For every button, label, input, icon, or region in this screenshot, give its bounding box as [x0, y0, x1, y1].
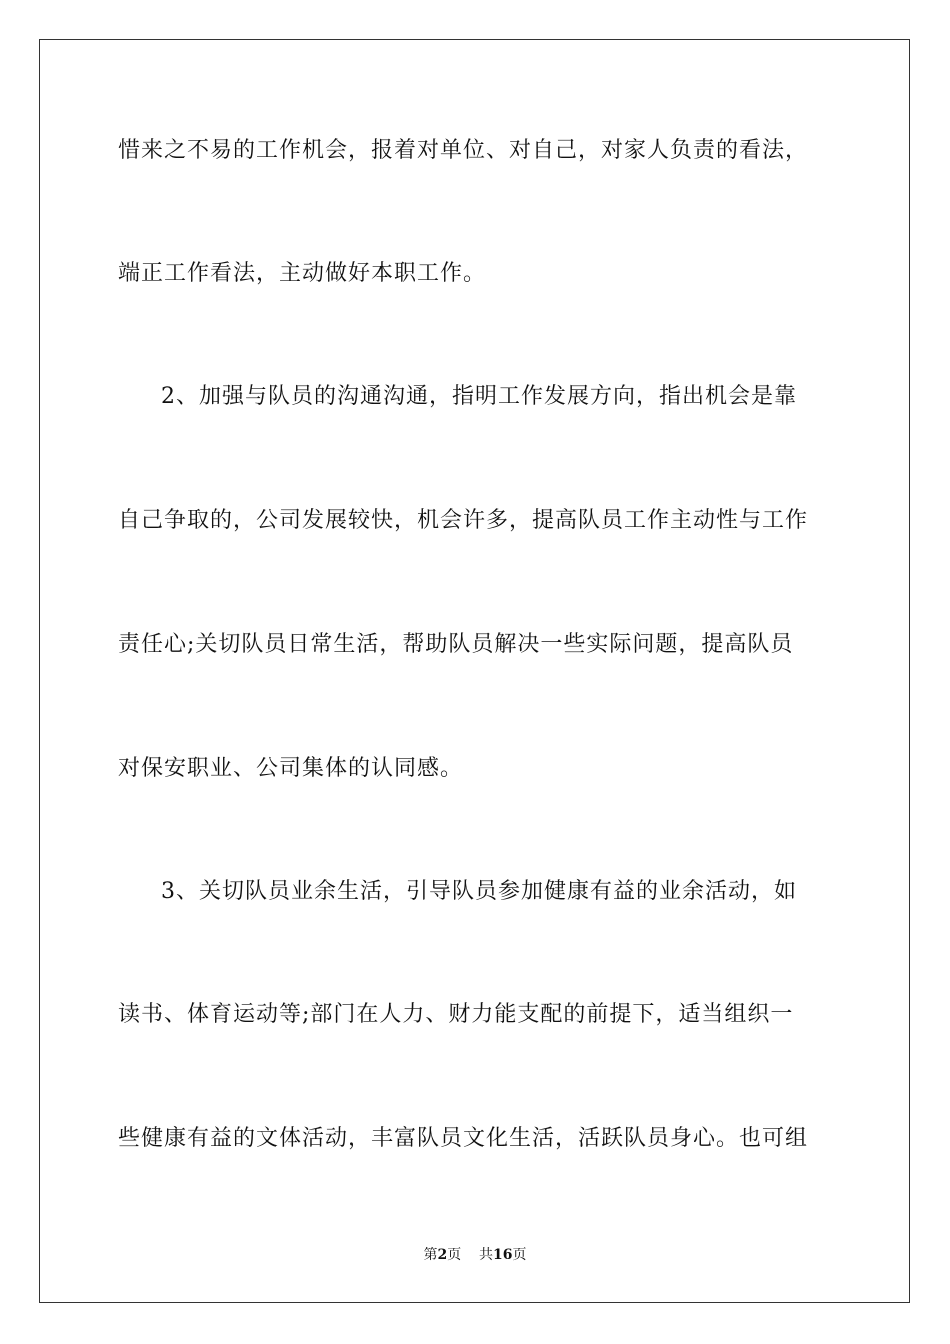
paragraph-line: 些健康有益的文体活动，丰富队员文化生活，活跃队员身心。也可组	[118, 1126, 809, 1151]
page-prefix: 第	[423, 1247, 438, 1263]
page-suffix: 页	[447, 1247, 462, 1263]
paragraph-line: 3、关切队员业余生活，引导队员参加健康有益的业余活动，如	[161, 879, 797, 904]
paragraph-line: 惜来之不易的工作机会，报着对单位、对自己，对家人负责的看法，	[118, 138, 809, 163]
total-pages: 16	[493, 1247, 513, 1263]
paragraph-line: 自己争取的，公司发展较快，机会许多，提高队员工作主动性与工作	[118, 508, 809, 533]
page-frame	[39, 39, 910, 1303]
paragraph-line: 端正工作看法，主动做好本职工作。	[118, 261, 487, 286]
page-footer	[0, 1245, 950, 1265]
total-suffix: 页	[512, 1247, 527, 1263]
total-prefix: 共	[479, 1247, 494, 1263]
paragraph-line: 对保安职业、公司集体的认同感。	[118, 756, 464, 781]
paragraph-line: 读书、体育运动等;部门在人力、财力能支配的前提下，适当组织一	[118, 1002, 794, 1027]
paragraph-line: 责任心;关切队员日常生活，帮助队员解决一些实际问题，提高队员	[118, 632, 794, 657]
page-number: 2	[437, 1247, 448, 1263]
paragraph-line: 2、加强与队员的沟通沟通，指明工作发展方向，指出机会是靠	[161, 384, 797, 409]
